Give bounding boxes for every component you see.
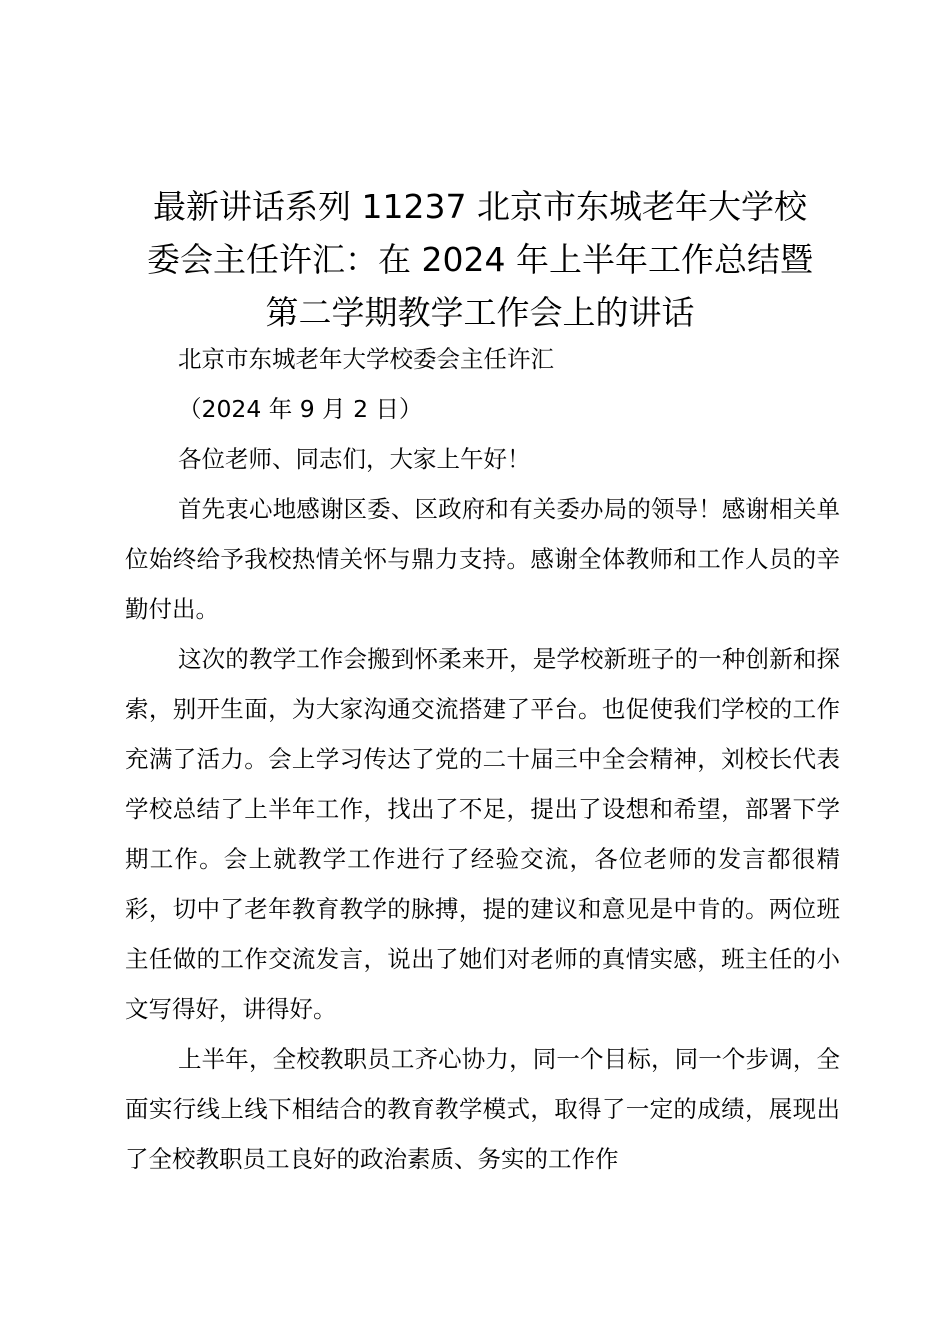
document-title bbox=[120, 180, 840, 339]
title-line-1: 最新讲话系列 11237 北京市东城老年大学校 bbox=[153, 187, 807, 226]
document-body bbox=[125, 334, 840, 1184]
greeting: 各位老师、同志们，大家上午好！ bbox=[178, 445, 531, 473]
paragraph-2: 这次的教学工作会搬到怀柔来开，是学校新班子的一种创新和探索，别开生面，为大家沟通交流搭建了平台。也促使我们学校的工作充满了活力。会上学习传达了党的二十届三中全会精神，刘校长代表学校总结了上半年工作，找出了不足，提出了设想和希望，部署下学期工作。会上就教学工作进行了经验交流，各位老师的发言都很精彩，切中了老年教育教学的脉搏，提的建议和意见是中肯的。两位班主任做的工作交流发言，说出了她们对老师的真情实感，班主任的小文写得好，讲得好。 bbox=[125, 645, 840, 1023]
title-line-2: 委会主任许汇：在 2024 年上半年工作总结暨 bbox=[147, 240, 813, 279]
author-line: 北京市东城老年大学校委会主任许汇 bbox=[178, 345, 554, 373]
title-line-3: 第二学期教学工作会上的讲话 bbox=[265, 293, 695, 332]
paragraph-3: 上半年，全校教职员工齐心协力，同一个目标，同一个步调，全面实行线上线下相结合的教育教学模式，取得了一定的成绩，展现出了全校教职员工良好的政治素质、务实的工作作 bbox=[125, 1045, 840, 1173]
date-line: （2024 年 9 月 2 日） bbox=[178, 395, 423, 423]
paragraph-1: 首先衷心地感谢区委、区政府和有关委办局的领导！感谢相关单位始终给予我校热情关怀与鼎力支持。感谢全体教师和工作人员的辛勤付出。 bbox=[125, 495, 840, 623]
